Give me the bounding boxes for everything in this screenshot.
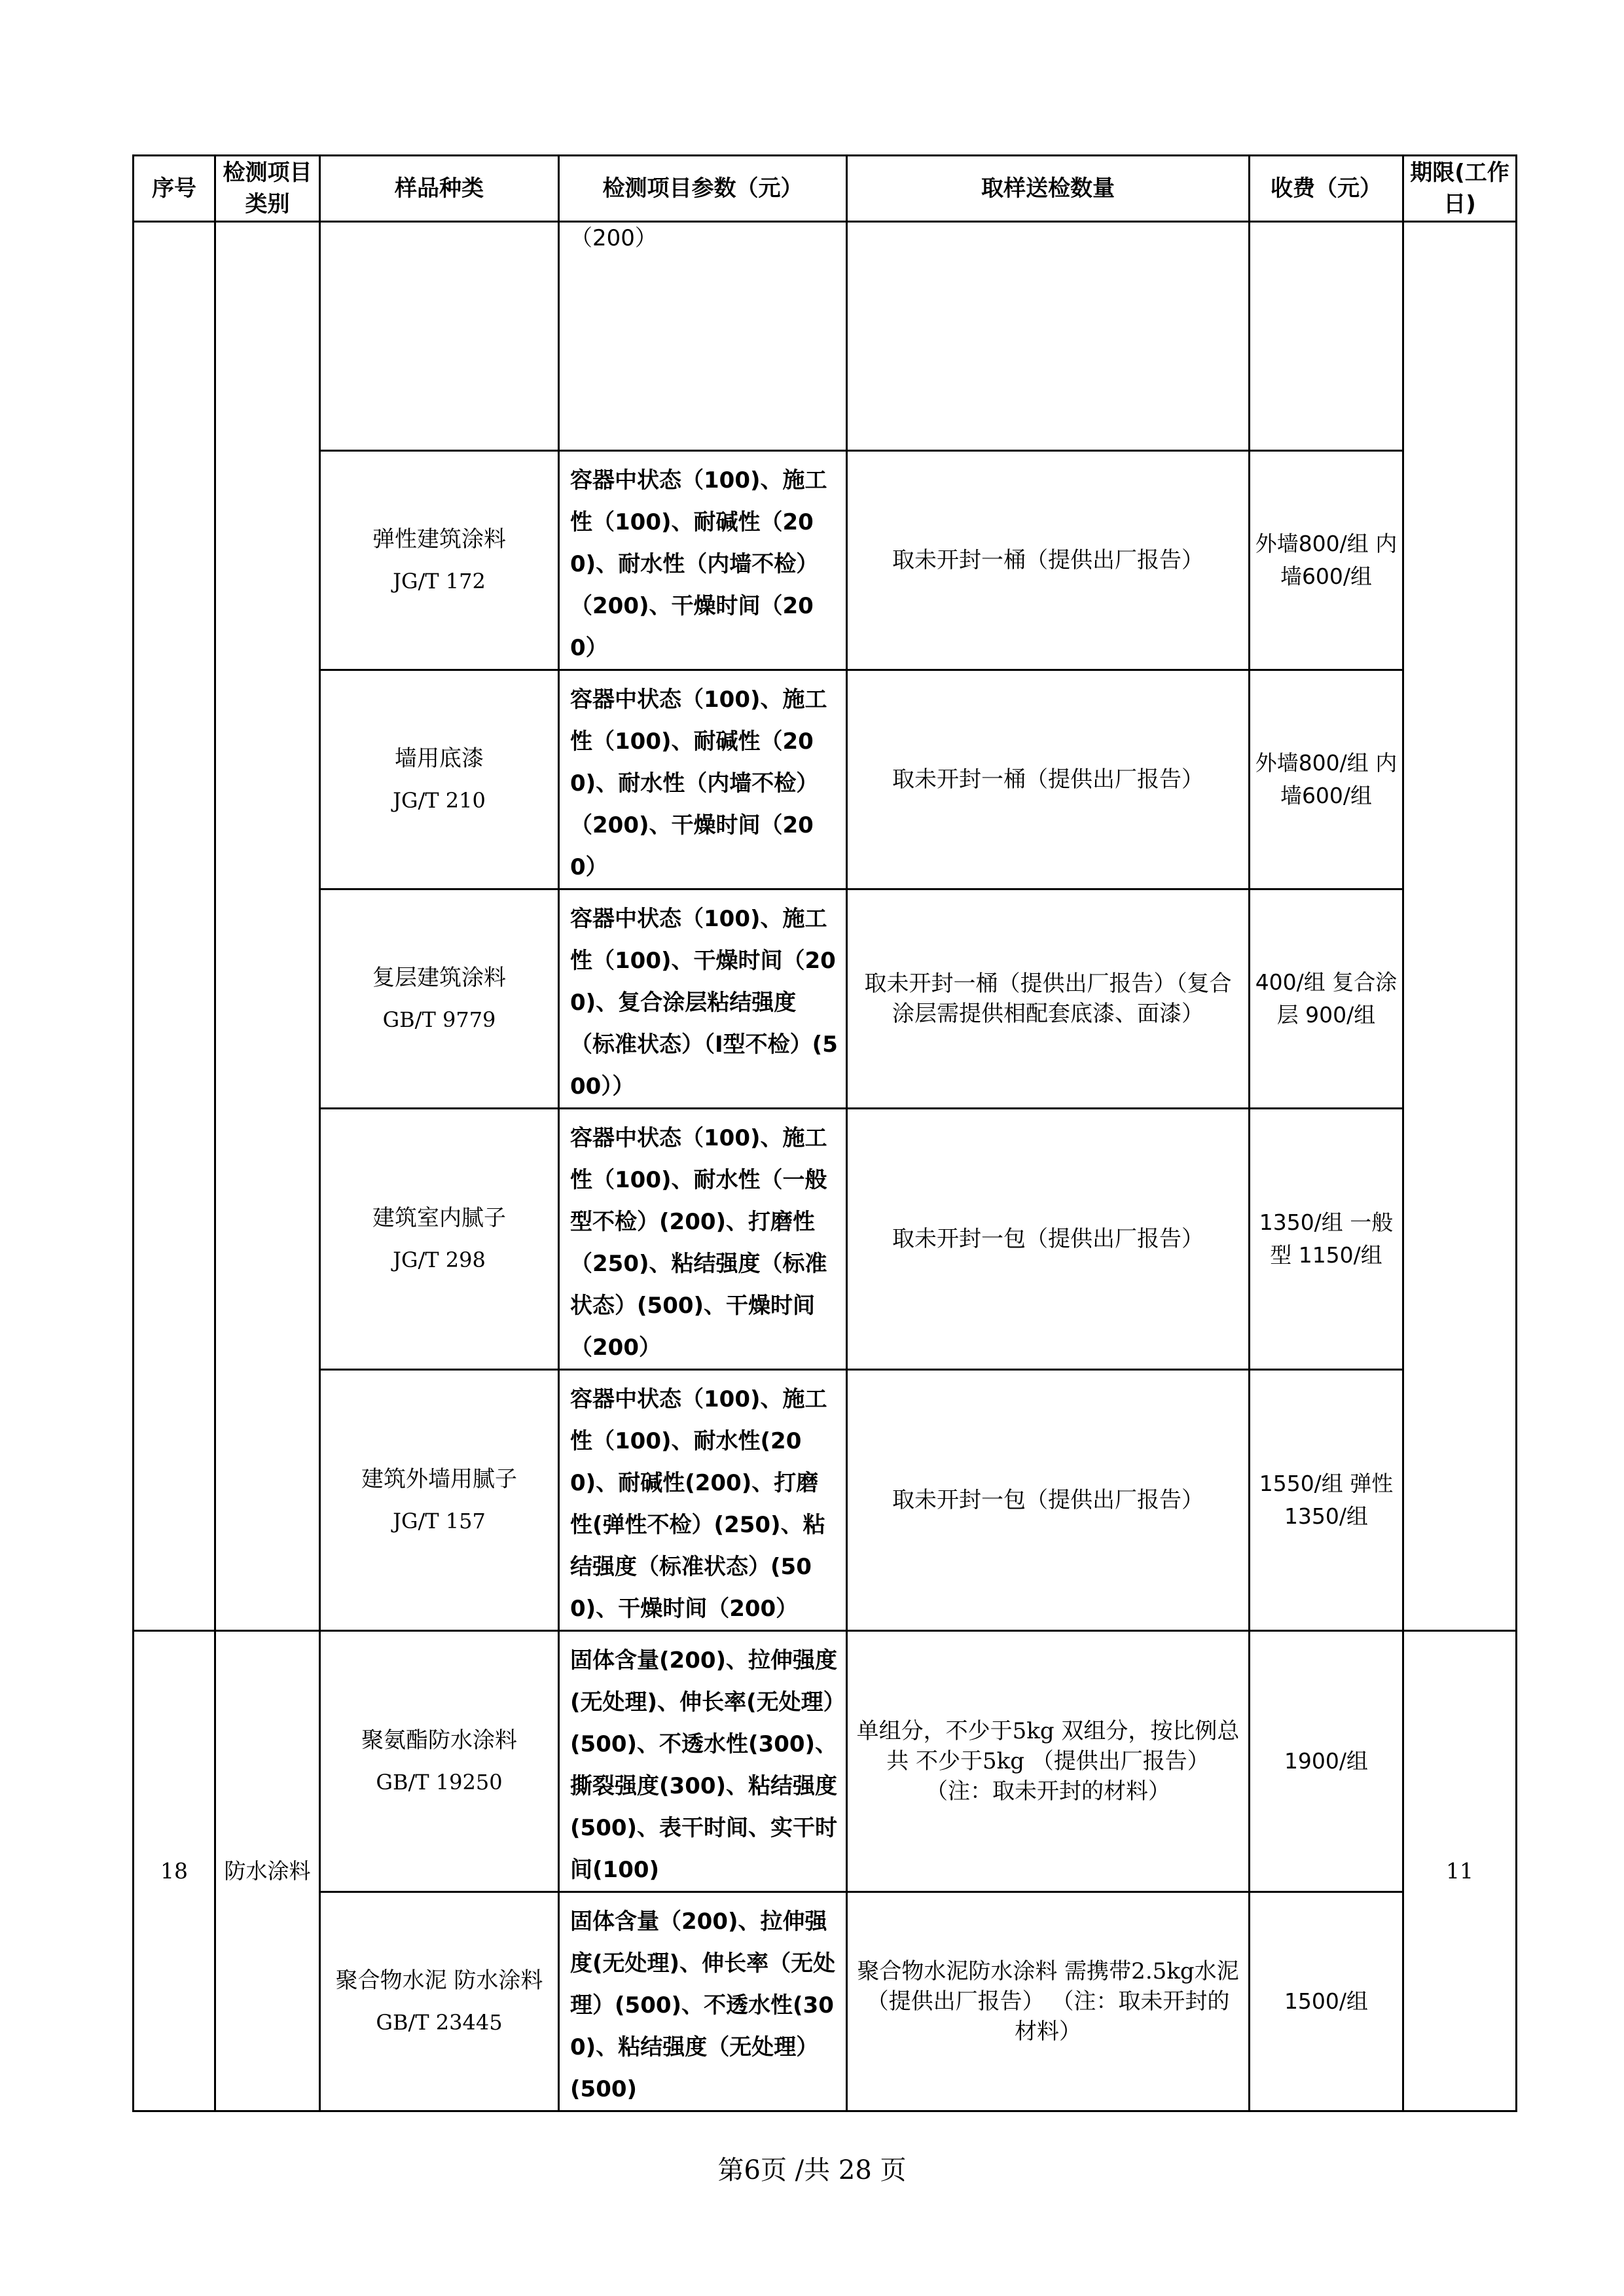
- fee-cell: 1500/组: [1250, 1892, 1403, 2111]
- fee-cell: 1900/组: [1250, 1631, 1403, 1892]
- quantity-cell: [847, 222, 1250, 451]
- table-row: [134, 889, 1517, 1109]
- params-cell: （200）: [559, 222, 847, 451]
- table-row: [134, 222, 1517, 451]
- header-term: 期限(工作日): [1403, 156, 1517, 222]
- header-fee: 收费（元）: [1250, 156, 1403, 222]
- sample-name: 弹性建筑涂料: [372, 526, 506, 552]
- sample-cell: [320, 670, 559, 889]
- quantity-cell: 单组分，不少于5kg 双组分，按比例总共 不少于5kg （提供出厂报告） （注：取未开封的材料）: [847, 1631, 1250, 1892]
- sample-cell: [320, 222, 559, 451]
- params-cell: 固体含量(200)、拉伸强度(无处理)、伸长率(无处理）(500)、不透水性(300)、撕裂强度(300)、粘结强度(500)、表干时间、实干时间(100): [559, 1631, 847, 1892]
- category-cell: 防水涂料: [215, 1631, 320, 2111]
- params-cell: 容器中状态（100)、施工性（100)、耐碱性（200)、耐水性（内墙不检）（200)、干燥时间（200）: [559, 670, 847, 889]
- fee-cell: 外墙800/组 内墙600/组: [1250, 670, 1403, 889]
- table-row: [134, 1892, 1517, 2111]
- sample-standard: JG/T 210: [393, 788, 486, 813]
- sample-name: 建筑外墙用腻子: [361, 1466, 517, 1492]
- sample-cell: [320, 889, 559, 1109]
- page-number: 第6页 /共 28 页: [717, 2155, 907, 2185]
- category-cell: [215, 222, 320, 1631]
- sample-name: 聚氨酯防水涂料: [361, 1727, 517, 1753]
- header-row: [134, 156, 1517, 222]
- seq-cell: [134, 222, 215, 1631]
- fee-cell: 外墙800/组 内墙600/组: [1250, 451, 1403, 670]
- test-fee-table: [132, 154, 1517, 2112]
- sample-name: 建筑室内腻子: [372, 1205, 506, 1231]
- sample-standard: GB/T 19250: [376, 1770, 503, 1795]
- quantity-cell: 取未开封一包（提供出厂报告）: [847, 1109, 1250, 1370]
- sample-standard: JG/T 157: [393, 1509, 486, 1534]
- header-sample: 样品种类: [320, 156, 559, 222]
- sample-cell: [320, 1892, 559, 2111]
- fee-cell: [1250, 222, 1403, 451]
- header-params: 检测项目参数（元）: [559, 156, 847, 222]
- sample-cell: [320, 451, 559, 670]
- fee-cell: 400/组 复合涂层 900/组: [1250, 889, 1403, 1109]
- sample-name: 墙用底漆: [395, 745, 484, 772]
- table-row: [134, 1109, 1517, 1370]
- term-cell: 11: [1403, 1631, 1517, 2111]
- header-category: 检测项目类别: [215, 156, 320, 222]
- quantity-cell: 取未开封一桶（提供出厂报告）: [847, 451, 1250, 670]
- sample-cell: [320, 1109, 559, 1370]
- params-cell: 容器中状态（100)、施工性（100)、耐水性（一般型不检）(200)、打磨性（250)、粘结强度（标准状态）(500)、干燥时间（200）: [559, 1109, 847, 1370]
- header-seq: 序号: [134, 156, 215, 222]
- table-row: [134, 1370, 1517, 1631]
- table-row: [134, 451, 1517, 670]
- sample-standard: GB/T 23445: [376, 2010, 503, 2035]
- sample-name: 聚合物水泥 防水涂料: [335, 1967, 543, 1994]
- quantity-cell: 聚合物水泥防水涂料 需携带2.5kg水泥 （提供出厂报告） （注：取未开封的材料）: [847, 1892, 1250, 2111]
- sample-standard: JG/T 298: [393, 1247, 486, 1272]
- params-cell: 容器中状态（100)、施工性（100)、耐碱性（200)、耐水性（内墙不检）（200)、干燥时间（200）: [559, 451, 847, 670]
- sample-standard: JG/T 172: [393, 569, 486, 594]
- sample-cell: [320, 1370, 559, 1631]
- quantity-cell: 取未开封一包（提供出厂报告）: [847, 1370, 1250, 1631]
- quantity-cell: 取未开封一桶（提供出厂报告）: [847, 670, 1250, 889]
- term-cell: [1403, 222, 1517, 1631]
- sample-cell: [320, 1631, 559, 1892]
- sample-name: 复层建筑涂料: [372, 965, 506, 991]
- table-row: [134, 670, 1517, 889]
- table-row: [134, 1631, 1517, 1892]
- params-cell: 固体含量（200)、拉伸强度(无处理)、伸长率（无处理）(500)、不透水性(300)、粘结强度（无处理）(500): [559, 1892, 847, 2111]
- params-cell: 容器中状态（100)、施工性（100)、耐水性(200)、耐碱性(200)、打磨性(弹性不检）(250)、粘结强度（标准状态）(500)、干燥时间（200）: [559, 1370, 847, 1631]
- fee-cell: 1350/组 一般型 1150/组: [1250, 1109, 1403, 1370]
- sample-standard: GB/T 9779: [382, 1007, 496, 1032]
- seq-cell: 18: [134, 1631, 215, 2111]
- fee-cell: 1550/组 弹性 1350/组: [1250, 1370, 1403, 1631]
- header-quantity: 取样送检数量: [847, 156, 1250, 222]
- params-cell: 容器中状态（100)、施工性（100)、干燥时间（200)、复合涂层粘结强度（标准状态）（Ⅰ型不检）(500））: [559, 889, 847, 1109]
- quantity-cell: 取未开封一桶（提供出厂报告）（复合涂层需提供相配套底漆、面漆）: [847, 889, 1250, 1109]
